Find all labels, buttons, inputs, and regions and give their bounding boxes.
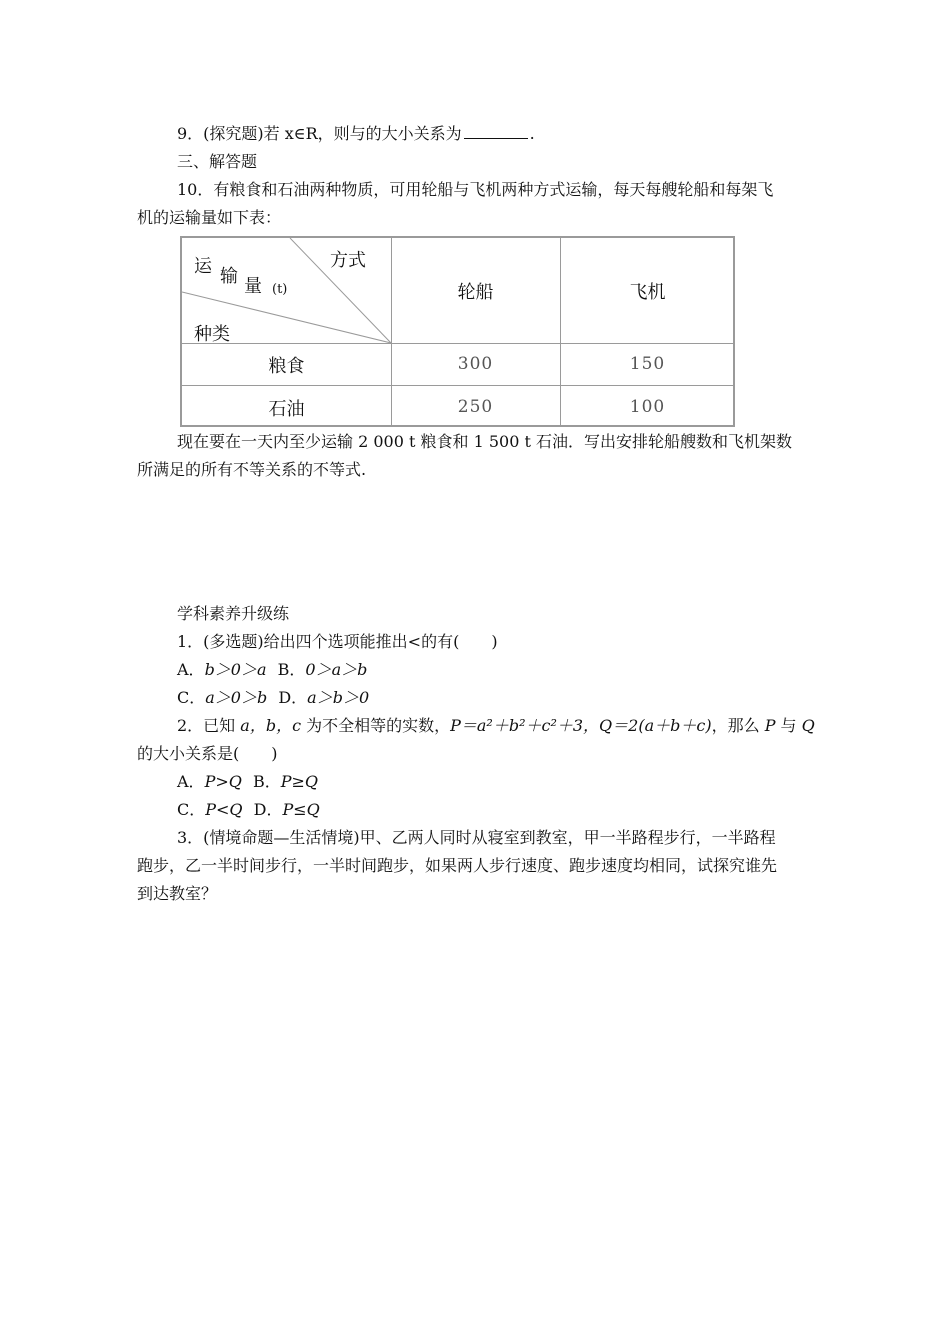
question-10-after2: 所满足的所有不等关系的不等式. xyxy=(137,460,367,479)
problem-2-options-cd xyxy=(177,800,320,820)
problem-2-q: Q xyxy=(801,716,815,735)
answer-blank xyxy=(464,124,528,139)
option-a-label: A． xyxy=(177,772,205,791)
problem-2-text-d: 与 xyxy=(775,716,802,735)
problem-3-line2: 跑步，乙一半时间步行，一半时间跑步，如果两人步行速度、跑步速度均相同，试探究谁先 xyxy=(137,856,778,875)
col-header-plane: 飞机 xyxy=(629,282,666,303)
option-b-label: B． xyxy=(277,660,306,679)
question-10-line1: 10．有粮食和石油两种物质，可用轮船与飞机两种方式运输，每天每艘轮船和每架飞 xyxy=(177,180,774,199)
problem-2-vars: a，b，c xyxy=(240,716,302,735)
option-d-math: a＞b＞0 xyxy=(307,688,370,707)
option-a-label: A． xyxy=(177,660,205,679)
option-a-math: P>Q xyxy=(204,772,242,791)
problem-3-line1: 3．(情境命题—生活情境)甲、乙两人同时从寝室到教室，甲一半路程步行，一半路程 xyxy=(177,828,776,847)
option-c-math: a＞0＞b xyxy=(205,688,268,707)
cell-oil-ship: 250 xyxy=(457,397,494,417)
header-category: 种类 xyxy=(194,324,230,345)
cell-grain-plane: 150 xyxy=(629,354,666,374)
option-a-math: b＞0＞a xyxy=(204,660,267,679)
problem-2-options-ab xyxy=(177,772,318,792)
option-d-label: D． xyxy=(253,800,283,819)
row-label-oil: 石油 xyxy=(268,399,305,420)
problem-1-options-ab xyxy=(177,660,367,680)
question-9-text: 9．(探究题)若 x∈R，则与的大小关系为 xyxy=(177,124,462,143)
question-9-end: . xyxy=(529,124,535,143)
cell-grain-ship: 300 xyxy=(457,354,494,374)
problem-2-text-b: 为不全相等的实数， xyxy=(301,716,451,735)
problem-2-text-c: ，那么 xyxy=(711,716,765,735)
option-b-math: P≥Q xyxy=(280,772,319,791)
option-c-label: C． xyxy=(177,800,206,819)
problem-1-options-cd xyxy=(177,688,369,708)
problem-2-text-a: 2．已知 xyxy=(177,716,241,735)
option-b-label: B． xyxy=(252,772,281,791)
col-header-ship: 轮船 xyxy=(457,282,494,303)
option-d-label: D． xyxy=(278,688,308,707)
header-unit: (t) xyxy=(272,282,288,297)
section-heading-answers: 三、解答题 xyxy=(177,152,258,171)
option-c-math: P<Q xyxy=(205,800,243,819)
transport-table xyxy=(180,236,735,427)
header-char-2: 输 xyxy=(220,266,238,287)
option-d-math: P≤Q xyxy=(282,800,320,819)
problem-1-stem: 1．(多选题)给出四个选项能推出<的有( ) xyxy=(177,632,498,651)
header-char-1: 运 xyxy=(194,256,212,277)
problem-2-expression: P＝a²＋b²＋c²＋3，Q＝2(a＋b＋c) xyxy=(450,716,712,735)
header-method: 方式 xyxy=(330,250,366,271)
option-c-label: C． xyxy=(177,688,206,707)
header-char-3: 量 xyxy=(244,276,262,297)
row-label-grain: 粮食 xyxy=(268,356,305,377)
problem-2-p: P xyxy=(764,716,776,735)
problem-3-line3: 到达教室？ xyxy=(137,884,218,903)
question-10-line2: 机的运输量如下表： xyxy=(137,208,282,227)
problem-2-line1 xyxy=(177,716,815,736)
problem-2-line2: 的大小关系是( ) xyxy=(137,744,278,763)
option-b-math: 0＞a＞b xyxy=(305,660,368,679)
section-title: 学科素养升级练 xyxy=(177,604,290,623)
question-9 xyxy=(177,124,535,144)
question-10-after1: 现在要在一天内至少运输 2 000 t 粮食和 1 500 t 石油．写出安排轮船艘数和飞机架数 xyxy=(177,432,792,451)
cell-oil-plane: 100 xyxy=(629,397,666,417)
